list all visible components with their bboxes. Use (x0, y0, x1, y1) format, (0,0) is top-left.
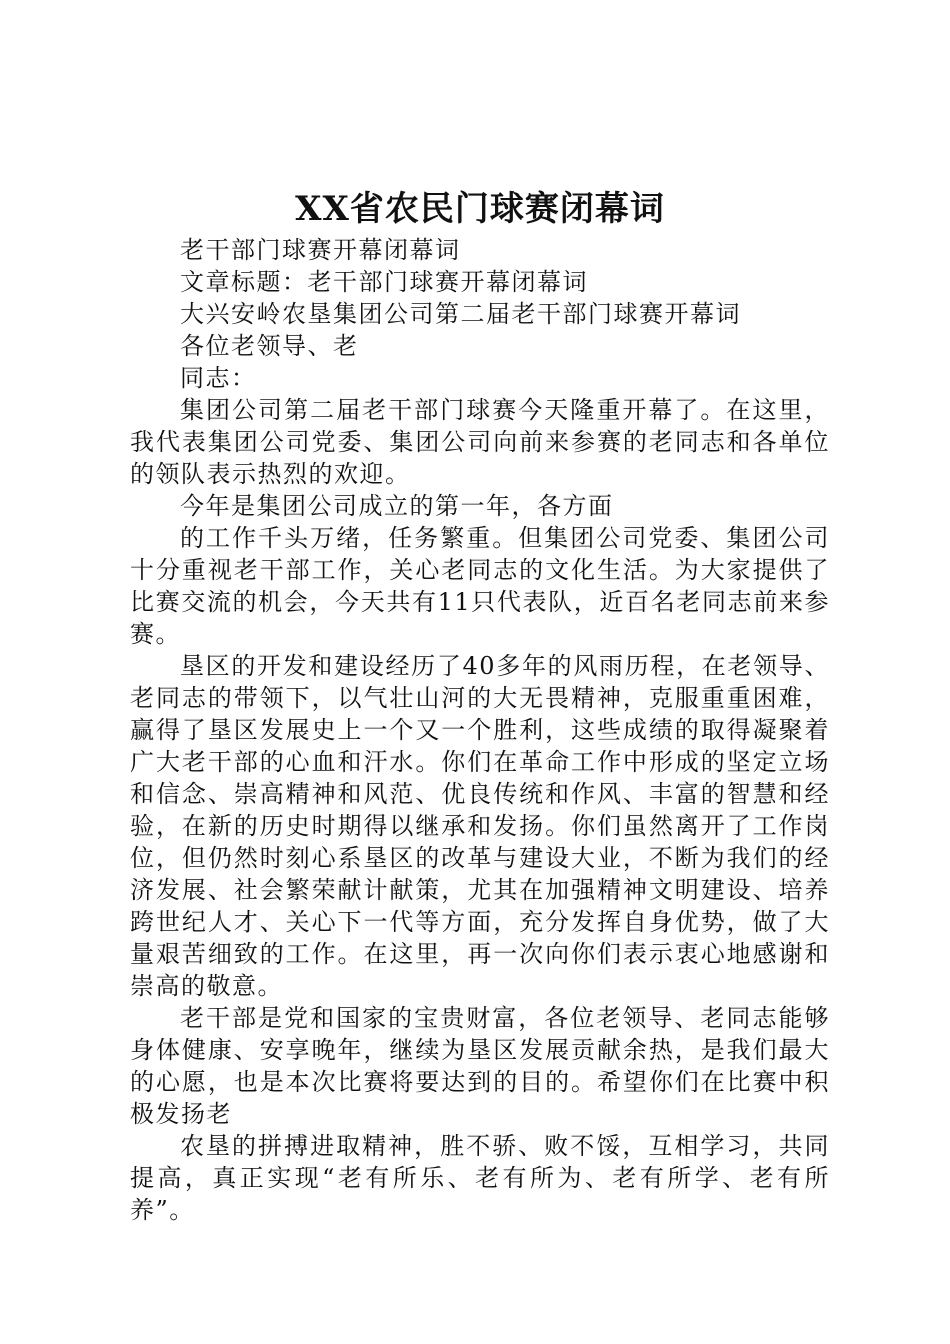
document-title: XX省农民门球赛闭幕词 (295, 189, 665, 229)
paragraph: 集团公司第二届老干部门球赛今天隆重开幕了。在这里，我代表集团公司党委、集团公司向前来参赛的老同志和各单位的领队表示热烈的欢迎。 (130, 396, 830, 488)
document-page (130, 186, 830, 1226)
paragraph: 老干部是党和国家的宝贵财富，各位老领导、老同志能够身体健康、安享晚年，继续为垦区发展贡献余热，是我们最大的心愿，也是本次比赛将要达到的目的。希望你们在比赛中积极发扬老 (130, 1004, 830, 1128)
paragraph: 同志： (180, 364, 257, 392)
paragraph: 农垦的拼搏进取精神，胜不骄、败不馁，互相学习，共同提高，真正实现“老有所乐、老有所为、老有所学、老有所养”。 (130, 1132, 830, 1224)
paragraph: 老干部门球赛开幕闭幕词 (180, 236, 461, 264)
paragraph: 大兴安岭农垦集团公司第二届老干部门球赛开幕词 (180, 300, 741, 328)
paragraph: 今年是集团公司成立的第一年，各方面 (180, 492, 614, 520)
paragraph: 各位老领导、老 (180, 332, 359, 360)
paragraph: 垦区的开发和建设经历了40多年的风雨历程，在老领导、老同志的带领下，以气壮山河的大无畏精神，克服重重困难，赢得了垦区发展史上一个又一个胜利，这些成绩的取得凝聚着广大老干部的心血和汗水。你们在革命工作中形成的坚定立场和信念、崇高精神和风范、优良传统和作风、丰富的智慧和经验，在新的历史时期得以继承和发扬。你们虽然离开了工作岗位，但仍然时刻心系垦区的改革与建设大业，不断为我们的经济发展、社会繁荣献计献策，尤其在加强精神文明建设、培养跨世纪人才、关心下一代等方面，充分发挥自身优势，做了大量艰苦细致的工作。在这里，再一次向你们表示衷心地感谢和崇高的敬意。 (130, 652, 830, 1000)
paragraph: 的工作千头万绪，任务繁重。但集团公司党委、集团公司十分重视老干部工作，关心老同志的文化生活。为大家提供了比赛交流的机会，今天共有11只代表队，近百名老同志前来参赛。 (130, 524, 830, 648)
paragraph: 文章标题：老干部门球赛开幕闭幕词 (180, 268, 588, 296)
